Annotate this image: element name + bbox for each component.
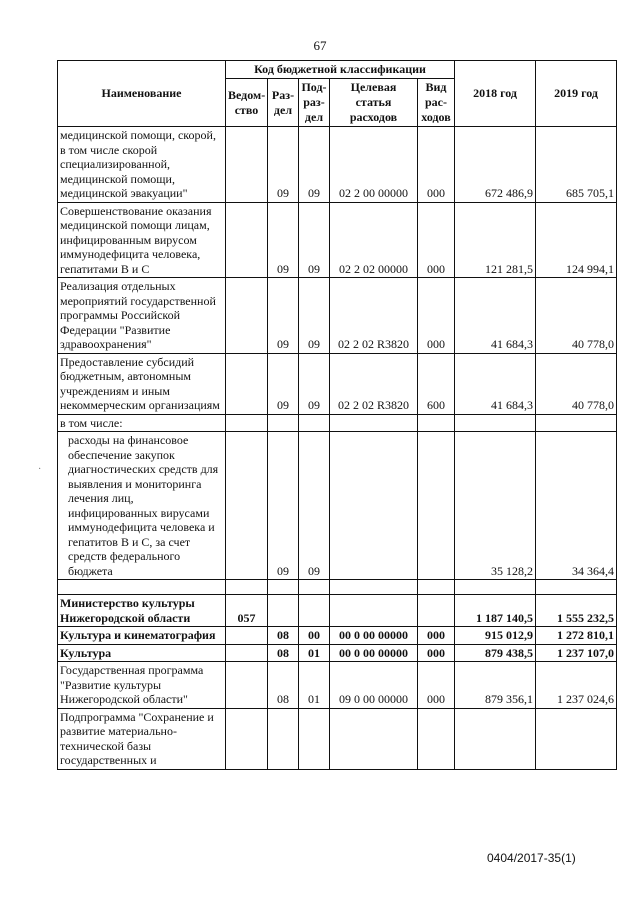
target-cell: 09 0 00 00000 (330, 662, 418, 709)
header-target: Целевая статья расходов (330, 79, 418, 127)
table-row (58, 202, 617, 278)
razdel-cell (268, 708, 299, 769)
podrazdel-cell: 00 (299, 627, 330, 645)
header-2018: 2018 год (455, 61, 536, 127)
vid-cell: 000 (418, 627, 455, 645)
vedomstvo-cell (226, 432, 268, 580)
amount-2018-cell: 915 012,9 (455, 627, 536, 645)
amount-2019-cell: 1 237 024,6 (536, 662, 617, 709)
vedomstvo-cell (226, 202, 268, 278)
amount-2018-cell: 41 684,3 (455, 278, 536, 354)
razdel-cell: 08 (268, 662, 299, 709)
vid-cell: 000 (418, 202, 455, 278)
amount-2019-cell: 1 237 107,0 (536, 644, 617, 662)
amount-2018-cell (455, 414, 536, 432)
table-row (58, 580, 617, 595)
table-row (58, 432, 617, 580)
amount-2018-cell: 879 356,1 (455, 662, 536, 709)
vedomstvo-cell: 057 (226, 595, 268, 627)
podrazdel-cell: 09 (299, 202, 330, 278)
header-2019: 2019 год (536, 61, 617, 127)
budget-table (57, 60, 617, 770)
razdel-cell: 08 (268, 627, 299, 645)
vedomstvo-cell (226, 627, 268, 645)
podrazdel-cell: 09 (299, 353, 330, 414)
razdel-cell (268, 414, 299, 432)
amount-2019-cell (536, 580, 617, 595)
table-header (58, 61, 617, 127)
razdel-cell: 09 (268, 432, 299, 580)
vedomstvo-cell (226, 708, 268, 769)
vid-cell (418, 708, 455, 769)
vedomstvo-cell (226, 662, 268, 709)
document-code: 0404/2017-35(1) (487, 851, 576, 865)
row-name-cell: Министерство культуры Нижегородской области (58, 595, 226, 627)
table-row (58, 708, 617, 769)
row-name-cell: Государственная программа "Развитие культуры Нижегородской области" (58, 662, 226, 709)
amount-2019-cell: 34 364,4 (536, 432, 617, 580)
table-row (58, 127, 617, 203)
amount-2019-cell: 40 778,0 (536, 353, 617, 414)
podrazdel-cell: 01 (299, 662, 330, 709)
table-row (58, 414, 617, 432)
vedomstvo-cell (226, 127, 268, 203)
razdel-cell: 09 (268, 202, 299, 278)
vedomstvo-cell (226, 353, 268, 414)
amount-2019-cell: 124 994,1 (536, 202, 617, 278)
podrazdel-cell (299, 708, 330, 769)
podrazdel-cell (299, 580, 330, 595)
table-row (58, 353, 617, 414)
vid-cell: 000 (418, 644, 455, 662)
amount-2019-cell: 40 778,0 (536, 278, 617, 354)
vedomstvo-cell (226, 414, 268, 432)
amount-2018-cell: 41 684,3 (455, 353, 536, 414)
header-vid: Вид рас-ходов (418, 79, 455, 127)
row-name-cell: Реализация отдельных мероприятий государственной программы Российской Федерации "Развитие здравоохранения" (58, 278, 226, 354)
header-name: Наименование (58, 61, 226, 127)
razdel-cell: 08 (268, 644, 299, 662)
vid-cell: 600 (418, 353, 455, 414)
target-cell (330, 708, 418, 769)
row-name-cell: медицинской помощи, скорой, в том числе скорой специализированной, медицинской помощи, медицинской эвакуации" (58, 127, 226, 203)
razdel-cell: 09 (268, 353, 299, 414)
row-name-cell: Совершенствование оказания медицинской помощи лицам, инфицированным вирусом иммунодефицита человека, гепатитами В и С (58, 202, 226, 278)
vid-cell (418, 414, 455, 432)
header-code-group: Код бюджетной классификации (226, 61, 455, 79)
amount-2019-cell (536, 414, 617, 432)
podrazdel-cell: 09 (299, 278, 330, 354)
razdel-cell: 09 (268, 278, 299, 354)
razdel-cell: 09 (268, 127, 299, 203)
page-number: 67 (313, 38, 327, 53)
target-cell: 02 2 02 R3820 (330, 278, 418, 354)
amount-2018-cell: 672 486,9 (455, 127, 536, 203)
amount-2018-cell: 879 438,5 (455, 644, 536, 662)
razdel-cell (268, 595, 299, 627)
amount-2019-cell (536, 708, 617, 769)
podrazdel-cell (299, 595, 330, 627)
target-cell: 02 2 00 00000 (330, 127, 418, 203)
row-name-cell: Культура и кинематография (58, 627, 226, 645)
vid-cell (418, 580, 455, 595)
vid-cell (418, 432, 455, 580)
row-name-cell: в том числе: (58, 414, 226, 432)
target-cell (330, 580, 418, 595)
header-podrazdel: Под-раз-дел (299, 79, 330, 127)
vedomstvo-cell (226, 278, 268, 354)
amount-2018-cell (455, 708, 536, 769)
vedomstvo-cell (226, 644, 268, 662)
row-name-cell (58, 580, 226, 595)
podrazdel-cell: 01 (299, 644, 330, 662)
target-cell (330, 432, 418, 580)
table-row (58, 278, 617, 354)
target-cell: 00 0 00 00000 (330, 627, 418, 645)
podrazdel-cell (299, 414, 330, 432)
amount-2018-cell: 121 281,5 (455, 202, 536, 278)
target-cell (330, 595, 418, 627)
table-row (58, 627, 617, 645)
amount-2018-cell: 35 128,2 (455, 432, 536, 580)
table-body (58, 127, 617, 770)
razdel-cell (268, 580, 299, 595)
amount-2018-cell (455, 580, 536, 595)
vid-cell (418, 595, 455, 627)
row-name-cell: Культура (58, 644, 226, 662)
target-cell: 00 0 00 00000 (330, 644, 418, 662)
target-cell: 02 2 02 R3820 (330, 353, 418, 414)
row-name-cell: Подпрограмма "Сохранение и развитие материально-технической базы государственных и (58, 708, 226, 769)
header-vedomstvo: Ведом-ство (226, 79, 268, 127)
scan-dot: · (38, 464, 42, 475)
target-cell: 02 2 02 00000 (330, 202, 418, 278)
vid-cell: 000 (418, 662, 455, 709)
amount-2019-cell: 685 705,1 (536, 127, 617, 203)
podrazdel-cell: 09 (299, 127, 330, 203)
amount-2019-cell: 1 555 232,5 (536, 595, 617, 627)
vid-cell: 000 (418, 127, 455, 203)
row-name-cell: Предоставление субсидий бюджетным, автономным учреждениям и иным некоммерческим организациям (58, 353, 226, 414)
table-row (58, 595, 617, 627)
vid-cell: 000 (418, 278, 455, 354)
podrazdel-cell: 09 (299, 432, 330, 580)
target-cell (330, 414, 418, 432)
row-name-cell: расходы на финансовое обеспечение закупок диагностических средств для выявления и мониторинга лечения лиц, инфицированных вирусами иммунодефицита человека и гепатитов В и С, за счет средств федерального бюджета (58, 432, 226, 580)
amount-2018-cell: 1 187 140,5 (455, 595, 536, 627)
table-row (58, 644, 617, 662)
header-razdel: Раз-дел (268, 79, 299, 127)
vedomstvo-cell (226, 580, 268, 595)
table-row (58, 662, 617, 709)
amount-2019-cell: 1 272 810,1 (536, 627, 617, 645)
